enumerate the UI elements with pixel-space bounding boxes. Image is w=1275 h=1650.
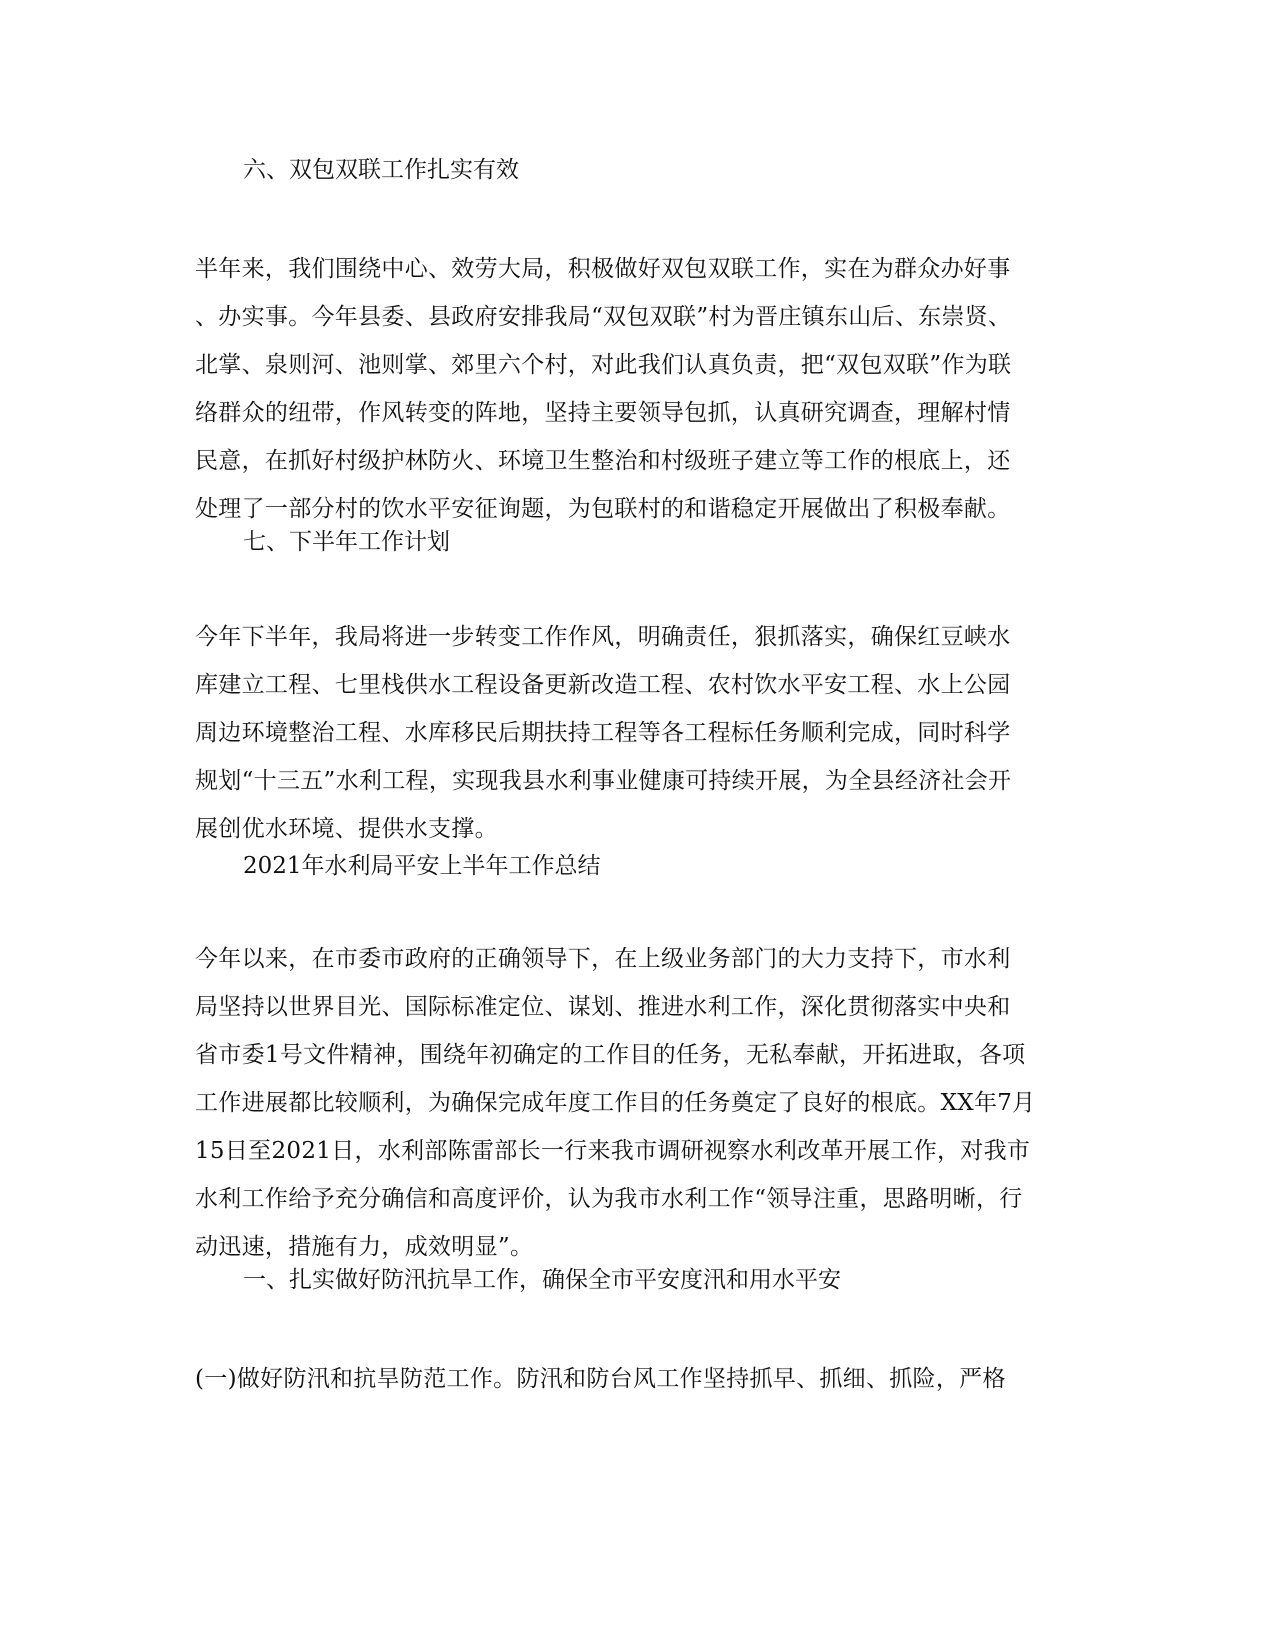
paragraph-line: 水利工作给予充分确信和高度评价，认为我市水利工作“领导注重，思路明晰，行: [195, 1186, 1023, 1212]
paragraph-line: (一)做好防汛和抗旱防范工作。防汛和防台风工作坚持抓早、抓细、抓险，严格: [195, 1366, 1006, 1392]
paragraph-line: 省市委1号文件精神，围绕年初确定的工作目的任务，无私奉献，开拓进取，各项: [195, 1042, 1026, 1068]
paragraph-line: 半年来，我们围绕中心、效劳大局，积极做好双包双联工作，实在为群众办好事: [195, 256, 1011, 282]
document-title: 2021年水利局平安上半年工作总结: [243, 853, 601, 879]
section-heading-1: 一、扎实做好防汛抗旱工作，确保全市平安度汛和用水平安: [243, 1267, 841, 1293]
paragraph-line: 工作进展都比较顺利，为确保完成年度工作目的任务奠定了良好的根底。XX年7月: [195, 1090, 1036, 1116]
paragraph-flood-control: [195, 1355, 1085, 1403]
paragraph-line: 北掌、泉则河、池则掌、郊里六个村，对此我们认真负责，把“双包双联”作为联: [195, 352, 1012, 378]
paragraph-line: 15日至2021日，水利部陈雷部长一行来我市调研视察水利改革开展工作，对我市: [195, 1138, 1031, 1164]
paragraph-line: 局坚持以世界目光、国际标准定位、谋划、推进水利工作，深化贯彻落实中央和: [195, 994, 1011, 1020]
paragraph-line: 处理了一部分村的饮水平安征询题，为包联村的和谐稳定开展做出了积极奉献。: [195, 496, 1011, 522]
paragraph-line: 周边环境整治工程、水库移民后期扶持工程等各工程标任务顺利完成，同时科学: [195, 720, 1011, 746]
section-heading-7: 七、下半年工作计划: [243, 529, 450, 555]
paragraph-line: 今年以来，在市委市政府的正确领导下，在上级业务部门的大力支持下，市水利: [195, 946, 1011, 972]
paragraph-line: 今年下半年，我局将进一步转变工作作风，明确责任，狠抓落实，确保红豆峡水: [195, 624, 1011, 650]
section-heading-6: 六、双包双联工作扎实有效: [243, 157, 519, 183]
paragraph-line: 、办实事。今年县委、县政府安排我局“双包双联”村为晋庄镇东山后、东崇贤、: [195, 304, 1012, 330]
paragraph-summary: [195, 935, 1085, 1271]
paragraph-plan: [195, 613, 1085, 853]
paragraph-line: 规划“十三五”水利工程，实现我县水利事业健康可持续开展，为全县经济社会开: [195, 768, 1012, 794]
paragraph-line: 络群众的纽带，作风转变的阵地，坚持主要领导包抓，认真研究调查，理解村情: [195, 400, 1011, 426]
paragraph-dual-contact: [195, 245, 1085, 533]
paragraph-line: 展创优水环境、提供水支撑。: [195, 816, 498, 842]
paragraph-line: 民意，在抓好村级护林防火、环境卫生整治和村级班子建立等工作的根底上，还: [195, 448, 1011, 474]
paragraph-line: 库建立工程、七里栈供水工程设备更新改造工程、农村饮水平安工程、水上公园: [195, 672, 1011, 698]
paragraph-line: 动迅速，措施有力，成效明显”。: [195, 1234, 534, 1260]
